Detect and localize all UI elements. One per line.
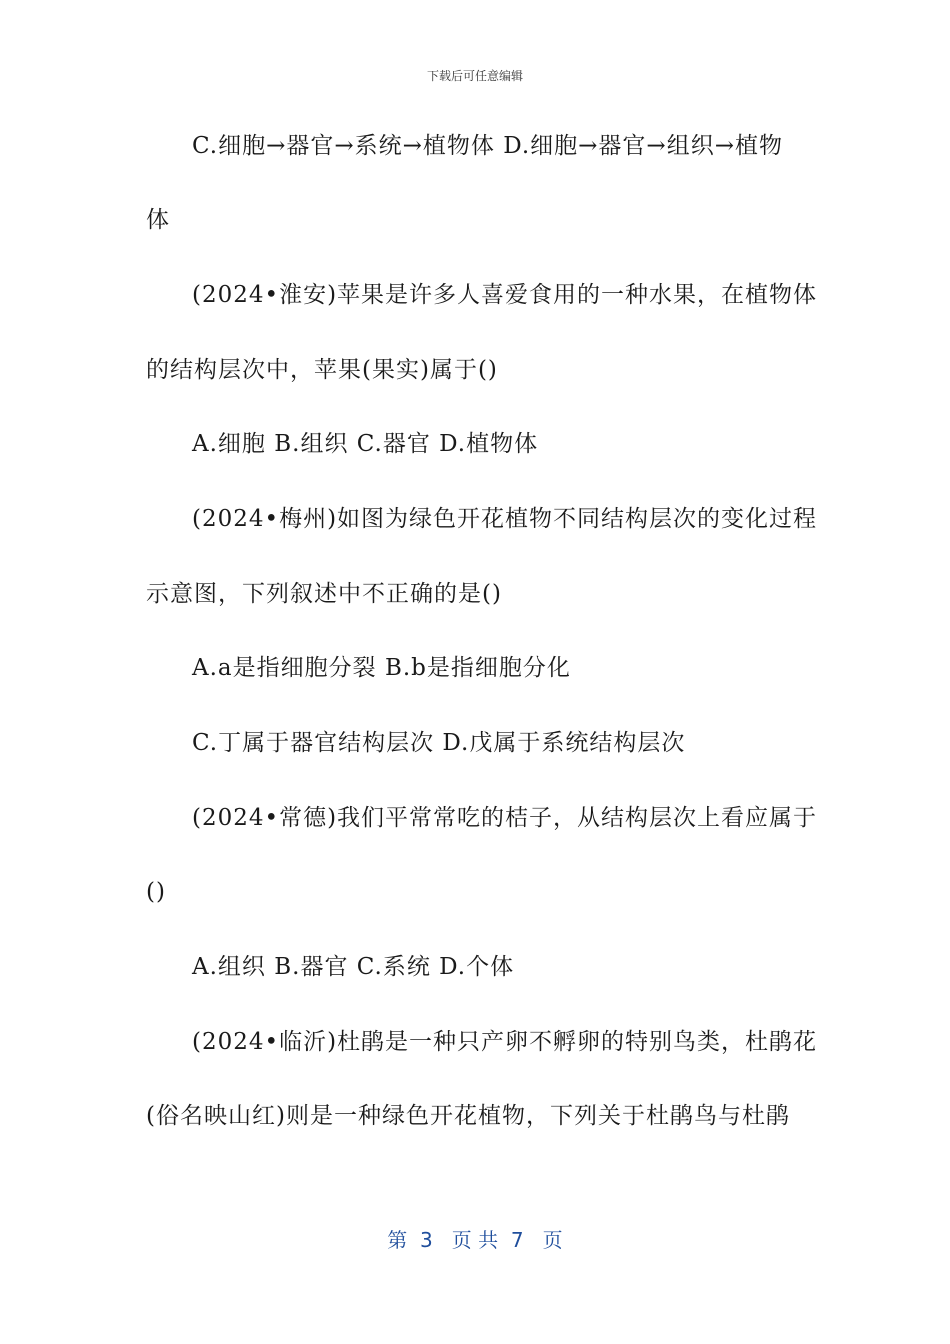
text-line: 示意图，下列叙述中不正确的是() [146,581,502,607]
text-line: 的结构层次中，苹果(果实)属于() [146,357,498,383]
option-line: A.细胞 B.组织 C.器官 D.植物体 [192,431,539,457]
header-note: 下载后可任意编辑 [426,69,523,83]
option-line: A.组织 B.器官 C.系统 D.个体 [192,954,515,980]
option-line: A.a是指细胞分裂 B.b是指细胞分化 [192,655,571,681]
text-line: () [146,879,166,905]
option-line: C.丁属于器官结构层次 D.戊属于系统结构层次 [192,730,686,756]
question-line: (2024•梅州)如图为绿色开花植物不同结构层次的变化过程 [192,506,818,532]
text-line: 体 [146,207,170,233]
question-line: (2024•常德)我们平常常吃的桔子，从结构层次上看应属于 [192,805,818,831]
text-line: (俗名映山红)则是一种绿色开花植物，下列关于杜鹃鸟与杜鹃 [146,1103,790,1129]
option-line: C.细胞→器官→系统→植物体 D.细胞→器官→组织→植物 [192,133,783,159]
question-line: (2024•临沂)杜鹃是一种只产卵不孵卵的特别鸟类，杜鹃花 [192,1029,818,1055]
page-number-footer: 第 3 页 共 7 页 [387,1228,563,1252]
question-line: (2024•淮安)苹果是许多人喜爱食用的一种水果，在植物体 [192,282,818,308]
